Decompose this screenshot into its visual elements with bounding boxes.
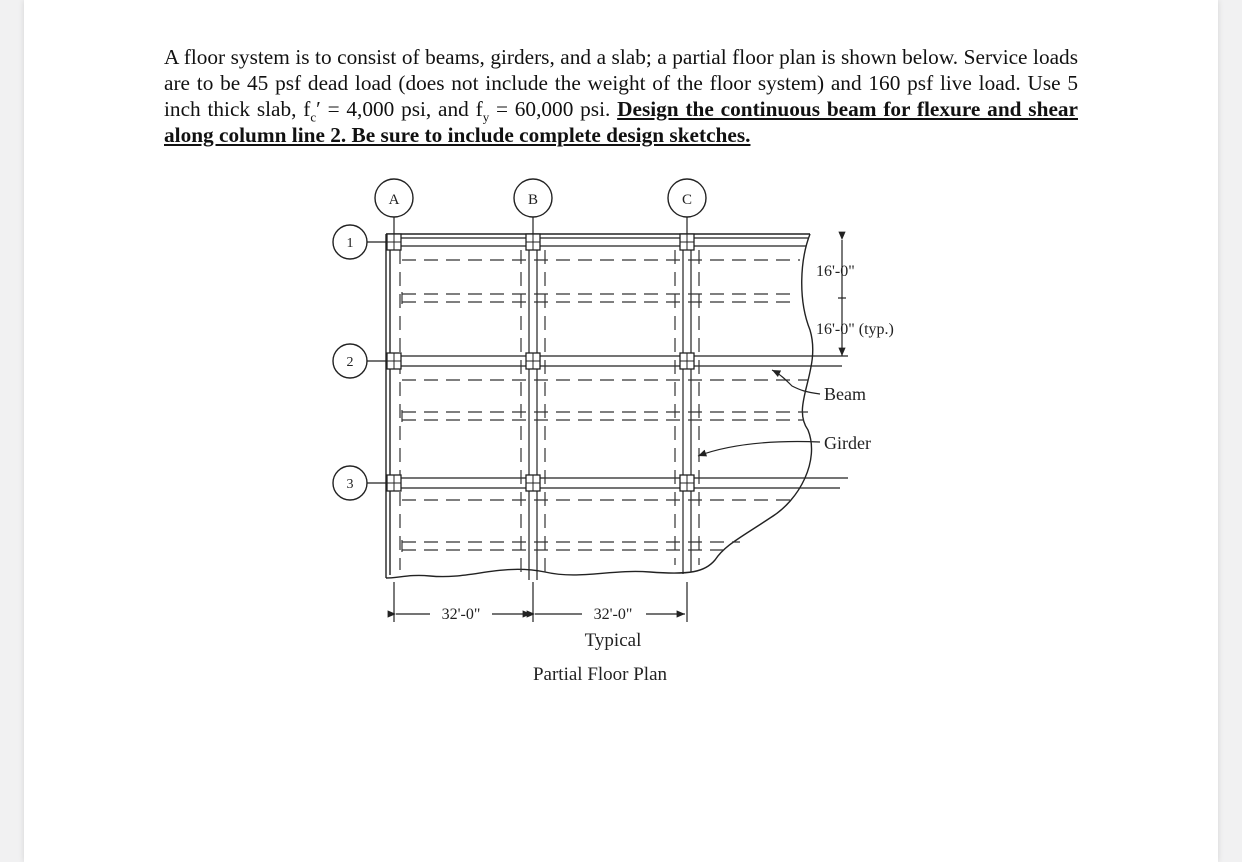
callout-girder: Girder	[824, 433, 871, 453]
column-label-c: C	[681, 192, 693, 208]
column-label-a: A	[388, 192, 400, 208]
dim-vertical-1: 16'-0"	[816, 263, 855, 280]
slab-outline	[386, 234, 813, 578]
row-label-3: 3	[346, 477, 354, 492]
column-bubbles	[375, 179, 706, 236]
row-label-2: 2	[346, 355, 354, 370]
typical-label: Typical	[584, 630, 642, 651]
dim-vertical-2: 16'-0" (typ.)	[816, 321, 894, 338]
fy-value: = 60,000 psi.	[489, 97, 611, 121]
column-label-b: B	[527, 192, 539, 208]
dim-horizontal-1: 32'-0"	[441, 606, 481, 623]
row-bubbles	[333, 225, 386, 500]
design-task: Design the continuous beam for flexure and shear along column line 2. Be sure to include complete design sketches.	[164, 97, 1078, 147]
column-lines	[529, 236, 691, 580]
girder-leader	[698, 442, 820, 456]
vertical-dimension	[838, 240, 846, 356]
fy-subscript: y	[482, 109, 490, 125]
fc-subscript: c	[310, 109, 317, 125]
column-markers	[387, 234, 694, 491]
callout-beam: Beam	[824, 384, 866, 404]
beam-leader	[772, 370, 820, 394]
row-label-1: 1	[346, 236, 354, 251]
girder-lines	[386, 238, 848, 488]
problem-intro: A floor system is to consist of beams, girders, and a slab; a partial floor plan is shown below. Service loads are to be 45 psf dead load (does not include the weight of the floor system) and 160 psf live load. Use 5 inch thick slab, f	[164, 45, 1078, 121]
horizontal-dimension	[394, 582, 687, 622]
dim-horizontal-2: 32'-0"	[593, 606, 633, 623]
fc-value: ′ = 4,000 psi, and f	[316, 97, 483, 121]
plan-caption: Partial Floor Plan	[532, 664, 668, 685]
beam-lines	[400, 250, 808, 575]
